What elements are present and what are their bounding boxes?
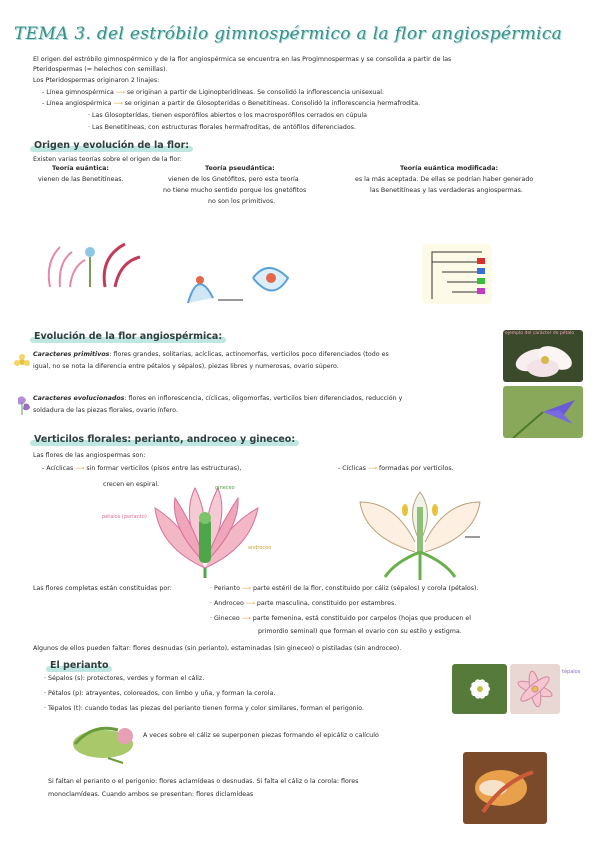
perianth-item: · Tépalos (t): cuando todas las piezas del perianto tienen forma y color similares, forman el perigonio.: [44, 705, 365, 712]
missing-parts-line: Algunos de ellos pueden faltar: flores desnudas (sin perianto), estaminadas (sin gineceo) o pistiladas (sin androceo).: [33, 645, 402, 652]
evolved-traits-text: : flores en inflorescencia, cíclicas, oligomorfas, verticilos bien diferenciados, reducción y: [124, 395, 403, 402]
gynoecium-label: · Gineceo: [210, 615, 240, 622]
gynoecium-text: parte femenina, está constituido por carpelos (hojas que producen el: [252, 615, 471, 622]
lineage-line: [42, 100, 420, 108]
flower-closeup-photo: [463, 752, 547, 824]
acyclic-text: sin formar verticilos (pisos entre las estructuras),: [86, 465, 242, 472]
perianth-line: [210, 585, 479, 593]
theory-title: Teoría euántica modificada:: [400, 165, 499, 172]
evolved-traits-line: soldadura de las piezas florales, ovario ínfero.: [33, 407, 178, 414]
theory-text: es la más aceptada. De ellas se podrían haber generado: [355, 176, 534, 183]
theory-text: no son los primitivos.: [208, 198, 276, 205]
magnolia-photo: [503, 330, 583, 382]
theory-text: las Benetitíneas y las verdaderas angiospermas.: [370, 187, 523, 194]
lineage-text: se originan a partir de Glosopteridas o Benetitíneas. Consolidó la inflorescencia hermafrodita.: [124, 100, 421, 107]
section-heading: Evolución de la flor angiospérmica:: [30, 330, 226, 343]
perianth-item: · Sépalos (s): protectores, verdes y forman el cáliz.: [44, 675, 205, 682]
section-heading: Origen y evolución de la flor:: [30, 139, 193, 152]
flower-icon: [14, 354, 30, 370]
intro-line: Pteridospermas (= helechos con semillas).: [33, 66, 168, 73]
acyclic-text: crecen en espiral.: [103, 481, 160, 488]
sub-bullet: · Las Glosopterídas, tienen esporófilos abiertos o los macrosporófilos cerrados en cúpula: [88, 112, 367, 119]
lineage-line: [42, 89, 384, 97]
figure-label: androceo: [248, 545, 272, 551]
section-intro: Existen varias teorías sobre el origen de la flor:: [33, 156, 182, 163]
primitive-traits-label: Caracteres primitivos: [33, 351, 110, 358]
perianth-item: · Pétalos (p): atrayentes, coloreados, con limbo y uña, y forman la corola.: [44, 690, 276, 697]
figure-label: gineceo: [215, 485, 235, 491]
acyclic-line: [42, 465, 241, 473]
arrow-icon: ⟶: [368, 465, 378, 472]
photo-caption: ejemplo del carácter de pétalo: [505, 331, 575, 336]
intro-line: El origen del estróbilo gimnospérmico y de la flor angiospérmica se encuentra en las Progimnospermas y se consolida a partir de las: [33, 56, 452, 63]
euanthic-theory-figure: [30, 232, 150, 292]
cyclic-text: formadas por verticilos.: [379, 465, 454, 472]
perianth-label: · Perianto: [210, 585, 240, 592]
arrow-icon: ⟶: [75, 465, 85, 472]
primitive-traits-line: [33, 351, 389, 359]
arrow-icon: ⟶: [113, 100, 123, 107]
acyclic-label: - Acíclicas: [42, 465, 74, 472]
cyclic-label: - Cíclicas: [338, 465, 366, 472]
lineage-label: - Línea angiospérmica: [42, 100, 112, 107]
androecium-label: · Androceo: [210, 600, 244, 607]
theory-text: vienen de los Gnetófitos, pero esta teoría: [168, 176, 299, 183]
final-text: Si faltan el perianto o el perigonio: flores aclamídeas o desnudas. Si falta el cáliz o la corola: flores: [48, 778, 359, 785]
theory-title: Teoría euántica:: [52, 165, 109, 172]
theory-text: no tiene mucho sentido porque los gnetófitos: [163, 187, 307, 194]
section-heading: El perianto: [46, 659, 112, 672]
cyclic-line: [338, 465, 454, 473]
pseudanthic-theory-figure: [178, 258, 298, 318]
figure-label: pétalos (perianto): [102, 514, 147, 520]
theory-title: Teoría pseudántica:: [205, 165, 275, 172]
page-title: TEMA 3. del estróbilo gimnospérmico a la flor angiospérmica: [14, 24, 563, 44]
complete-flowers-intro: Las flores completas están constituidas por:: [33, 585, 172, 592]
epicalyx-text: A veces sobre el cáliz se superponen piezas formando el epicáliz o calículo: [143, 732, 379, 739]
section-heading: Verticilos florales: perianto, androceo y gineceo:: [30, 433, 299, 446]
lineage-label: - Línea gimnospérmica: [42, 89, 114, 96]
evolved-traits-line: [33, 395, 402, 403]
gynoecium-text: primordio seminal) que forman el ovario con su estilo y estigma.: [258, 628, 462, 635]
androecium-line: [210, 600, 396, 608]
primitive-traits-text: : flores grandes, solitarias, acíclicas, actinomorfas, verticilos poco diferenciados (todo es: [109, 351, 389, 358]
lily-photo: [510, 664, 560, 714]
epicalyx-figure: [63, 718, 143, 766]
sub-bullet: · Las Benetitíneas, con estructuras florales hermafroditas, de antófilos diferenciados.: [88, 124, 356, 131]
phylogeny-diagram: [422, 244, 492, 304]
acyclic-flower-figure: [140, 478, 270, 578]
gynoecium-line: [210, 615, 471, 623]
photo-label: tépalos: [562, 669, 581, 675]
arrow-icon: ⟶: [241, 585, 252, 592]
arrow-icon: ⟶: [115, 89, 125, 96]
lineage-text: se originan a partir de Liginopteridíneas. Se consolidó la inflorescencia unisexual.: [126, 89, 385, 96]
section-intro: Las flores de las angiospermas son:: [33, 452, 146, 459]
intro-line: Los Pteridospermas originaron 2 linajes:: [33, 77, 160, 84]
theory-text: vienen de las Benetitíneas.: [38, 176, 124, 183]
androecium-text: parte masculina, constituido por estambres.: [256, 600, 397, 607]
perianth-text: parte estéril de la flor, constituido por cáliz (sépalos) y corola (pétalos).: [253, 585, 479, 592]
final-text: monoclamídeas. Cuando ambos se presentan: flores diclamídeas: [48, 791, 254, 798]
arrow-icon: ⟶: [241, 615, 251, 622]
arrow-icon: ⟶: [245, 600, 255, 607]
bellflower-icon: [14, 394, 32, 416]
cyclic-flower-figure: [345, 482, 495, 580]
primitive-traits-line: igual, no se nota la diferencia entre pétalos y sépalos), piezas libres y numerosas, ovario súpero.: [33, 363, 339, 370]
chickweed-photo: [452, 664, 507, 714]
bellflower-photo: [503, 386, 583, 438]
evolved-traits-label: Caracteres evolucionados: [33, 395, 125, 402]
